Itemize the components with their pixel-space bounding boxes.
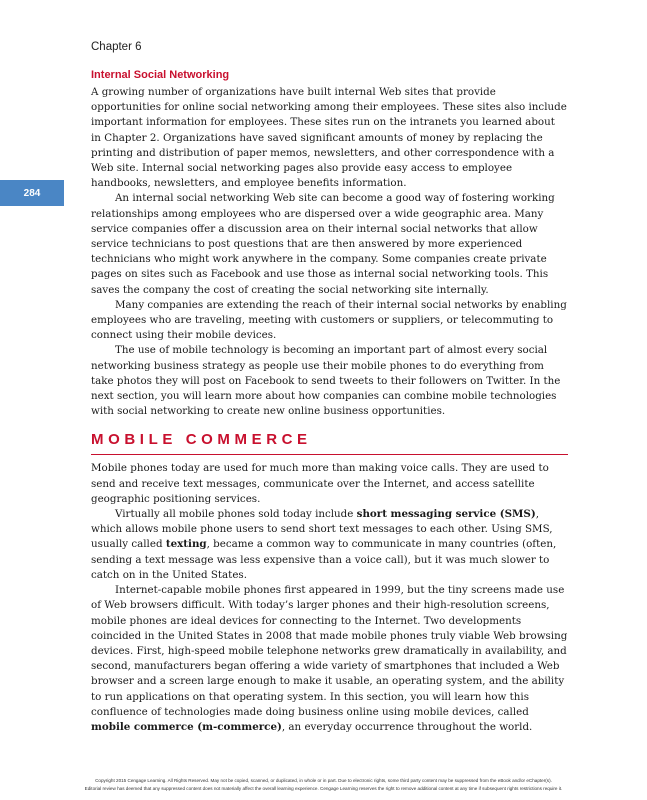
- mobile-commerce-heading: MOBILE COMMERCE: [91, 431, 568, 455]
- copyright-footer: [0, 777, 647, 793]
- text-run: Virtually all mobile phones sold today include: [115, 508, 357, 521]
- mobile-commerce-body: [91, 461, 568, 735]
- chapter-label: Chapter 6: [91, 41, 142, 53]
- paragraph: An internal social networking Web site can become a good way of fostering working relationships among employees who are dispersed over a wide geographic area. Many service companies offer a discussion area on their internal social networks that allow service technicians to post questions that are then answered by more experienced technicians who might work anywhere in the company. Some companies create private pages on sites such as Facebook and use those as internal social networking tools. This saves the company the cost of creating the social networking site internally.: [91, 192, 555, 296]
- text-run: , became a common way to communicate in many countries (often, sending a text message was less expensive than a voice call), but it was much slower to catch on in the United States.: [91, 538, 557, 581]
- page-content: [91, 68, 568, 735]
- key-term-sms: short messaging service (SMS): [356, 508, 536, 521]
- key-term-m-commerce: mobile commerce (m-commerce): [91, 720, 282, 733]
- paragraph: [91, 583, 568, 735]
- paragraph: Many companies are extending the reach of their internal social networks by enabling employees who are traveling, meeting with customers or suppliers, or telecommuting to connect using their mobile devices.: [91, 298, 567, 342]
- text-run: Internet-capable mobile phones first appeared in 1999, but the tiny screens made use of Web browsers difficult. With today’s larger phones and their high-resolution screens, mobile phones are ideal devices for connecting to the Internet. Two developments coincided in the United States in 2008 that made mobile phones truly viable Web browsing devices. First, high-speed mobile telephone networks grew dramatically in availability, and second, manufacturers began offering a wide variety of smartphones that included a Web browser and a screen large enough to make it usable, an operating system, and the ability to run applications on that operating system. In this section, you will learn how this confluence of technologies made doing business online using mobile devices, called: [91, 584, 568, 718]
- text-run: , which allows mobile phone users to send short text messages to each other. Using SMS, usually called: [91, 508, 553, 551]
- page-number-tab: 284: [0, 180, 64, 206]
- paragraph: The use of mobile technology is becoming an important part of almost every social networking business strategy as people use their mobile phones to do everything from take photos they will post on Facebook to send tweets to their followers on Twitter. In the next section, you will learn more about how companies can combine mobile technologies with social networking to create new online business opportunities.: [91, 344, 561, 418]
- internal-social-networking-heading: Internal Social Networking: [91, 69, 230, 81]
- key-term-texting: texting: [165, 538, 207, 551]
- paragraph: [91, 507, 568, 583]
- text-run: , an everyday occurrence throughout the world.: [281, 720, 533, 733]
- copyright-line: Copyright 2015 Cengage Learning. All Rights Reserved. May not be copied, scanned, or duplicated, in whole or in part. Due to electronic rights, some third party content may be suppressed from the eBook and/or eChapter(s).: [95, 778, 552, 783]
- paragraph: A growing number of organizations have built internal Web sites that provide opportunities for online social networking among their employees. These sites also include important information for employees. These sites run on the intranets you learned about in Chapter 2. Organizations have saved significant amounts of money by replacing the printing and distribution of paper memos, newsletters, and other correspondence with a Web site. Internal social networking pages also provide easy access to employee handbooks, newsletters, and employee benefits information.: [91, 86, 567, 190]
- paragraph: Mobile phones today are used for much more than making voice calls. They are used to send and receive text messages, communicate over the Internet, and access satellite geographic positioning services.: [91, 462, 549, 505]
- editorial-line: Editorial review has deemed that any suppressed content does not materially affect the overall learning experience. Cengage Learning reserves the right to remove additional content at any time if subsequent rights restrictions require it.: [84, 786, 563, 791]
